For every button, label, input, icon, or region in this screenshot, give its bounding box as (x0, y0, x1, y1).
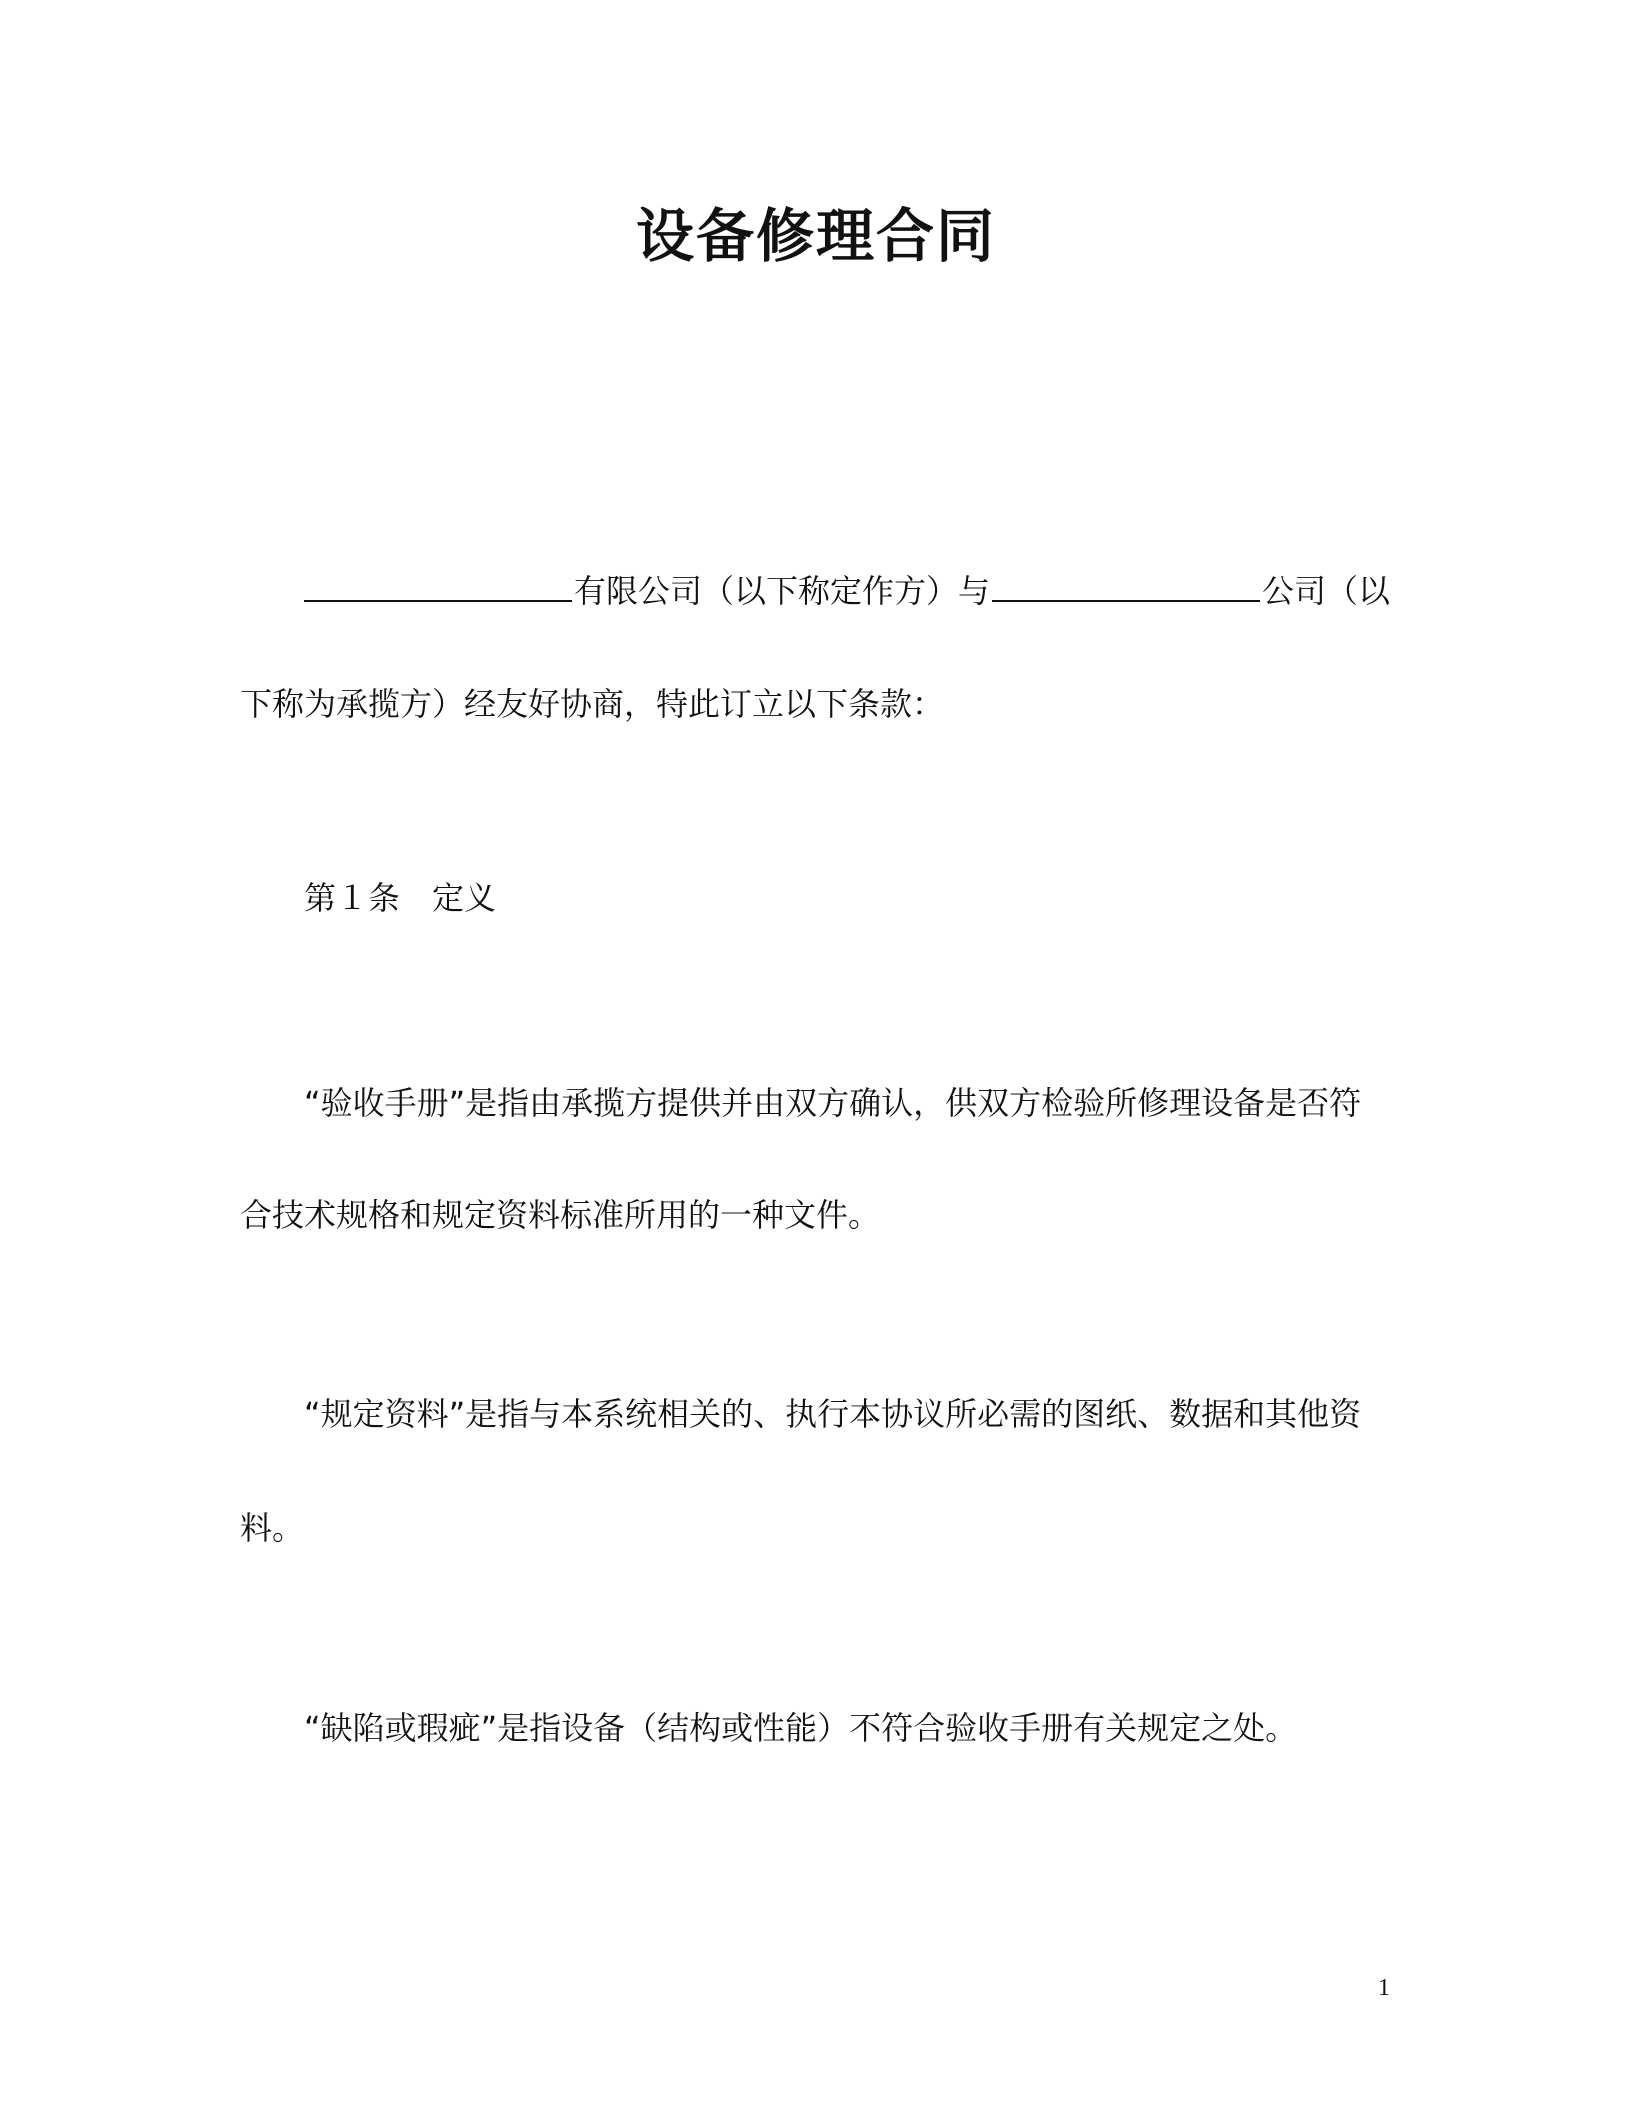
definition-1-line-1: “验收手册”是指由承揽方提供并由双方确认，供双方检验所修理设备是否符 (304, 1084, 1362, 1122)
document-title: 设备修理合同 (635, 202, 996, 270)
party-a-blank[interactable] (304, 566, 572, 602)
party-b-blank[interactable] (992, 566, 1260, 602)
intro-text-a: 有限公司（以下称定作方）与 (574, 572, 991, 610)
intro-line-1 (304, 566, 1390, 613)
definition-2-line-2: 料。 (240, 1509, 305, 1547)
intro-line-2: 下称为承揽方）经友好协商，特此订立以下条款： (240, 685, 945, 723)
page-number: 1 (1378, 1975, 1390, 2001)
definition-1-line-2: 合技术规格和规定资料标准所用的一种文件。 (240, 1196, 881, 1234)
definition-3-line-1: “缺陷或瑕疵”是指设备（结构或性能）不符合验收手册有关规定之处。 (304, 1709, 1298, 1747)
definition-2-line-1: “规定资料”是指与本系统相关的、执行本协议所必需的图纸、数据和其他资 (304, 1395, 1362, 1433)
intro-text-b: 公司（以 (1262, 572, 1391, 610)
article-heading: 第１条 定义 (304, 879, 497, 917)
